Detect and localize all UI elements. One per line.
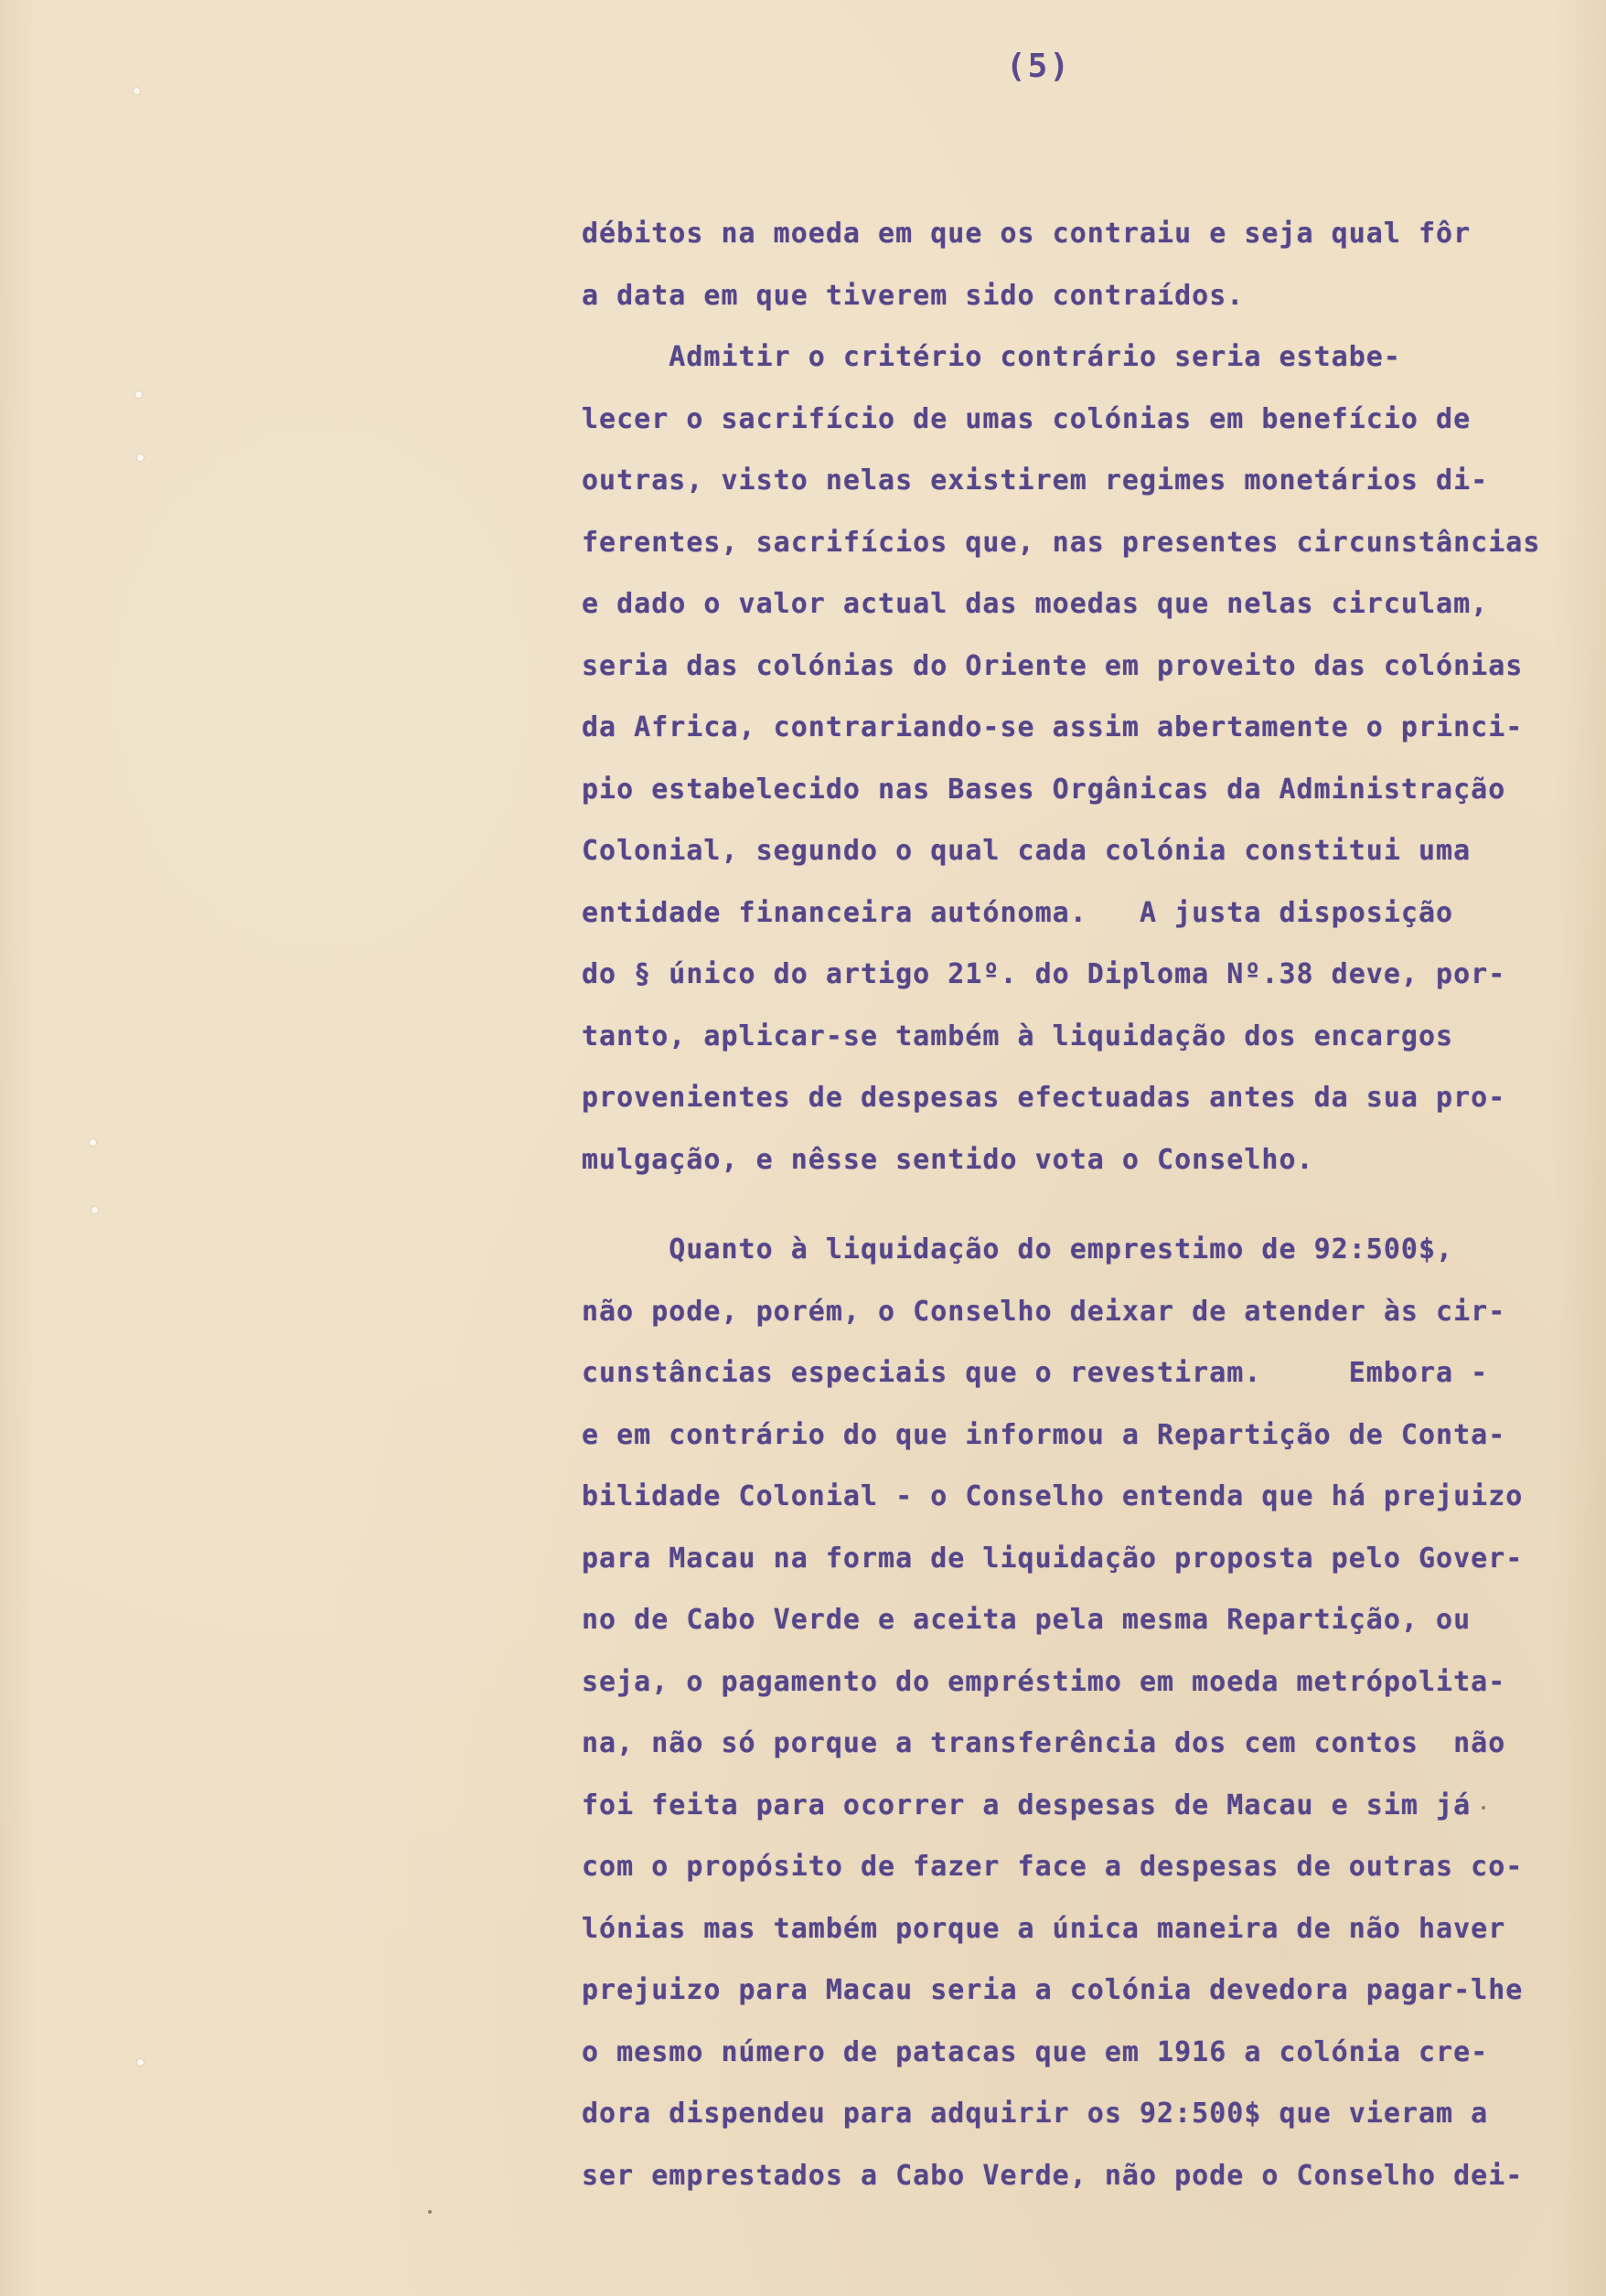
text-line: a data em que tiverem sido contraídos. [582,279,1245,312]
text-line: tanto, aplicar-se também à liquidação dos encargos [582,1020,1454,1052]
text-line: e dado o valor actual das moedas que nelas circulam, [582,588,1489,620]
text-line: com o propósito de fazer face a despesas de outras co- [582,1851,1524,1883]
text-line: o mesmo número de patacas que em 1916 a colónia cre- [582,2035,1489,2068]
punch-hole-5 [91,1207,98,1213]
text-line: e em contrário do que informou a Repartição de Conta- [582,1418,1506,1451]
paper-speck [428,2210,432,2214]
punch-hole-3 [137,454,144,461]
text-line: seja, o pagamento do empréstimo em moeda metrópolita- [582,1665,1506,1698]
text-line: prejuizo para Macau seria a colónia devedora pagar-lhe [582,1974,1524,2006]
page-number: (5) [1006,48,1072,85]
text-line: Quanto à liquidação do emprestimo de 92:500$, [582,1233,1454,1265]
text-line: cunstâncias especiais que o revestiram. Embora - [582,1357,1489,1389]
text-line: na, não só porque a transferência dos cem contos não [582,1727,1506,1759]
text-line: ser emprestados a Cabo Verde, não pode o Conselho dei- [582,2159,1524,2192]
text-line: provenientes de despesas efectuadas antes da sua pro- [582,1082,1506,1114]
text-line: dora dispendeu para adquirir os 92:500$ que vieram a [582,2098,1489,2130]
punch-hole-6 [137,2059,144,2066]
text-line: pio estabelecido nas Bases Orgânicas da Administração [582,773,1506,806]
text-line: mulgação, e nêsse sentido vota o Conselho. [582,1143,1314,1176]
text-line: não pode, porém, o Conselho deixar de atender às cir- [582,1295,1506,1328]
text-line: do § único do artigo 21º. do Diploma Nº.38 deve, por- [582,958,1506,990]
text-line: da Africa, contrariando-se assim abertamente o princi- [582,711,1524,743]
text-line: débitos na moeda em que os contraiu e seja qual fôr [582,218,1472,250]
punch-hole-1 [134,88,140,94]
typed-body-text [582,203,1597,2206]
text-line: ferentes, sacrifícios que, nas presentes circunstâncias [582,526,1541,559]
text-line: seria das colónias do Oriente em proveito das colónias [582,649,1524,682]
text-line: entidade financeira autónoma. A justa disposição [582,896,1454,929]
text-line: lecer o sacrifício de umas colónias em benefício de [582,402,1472,435]
text-line: lónias mas também porque a única maneira de não haver [582,1912,1506,1945]
punch-hole-2 [135,391,142,398]
text-line: Colonial, segundo o qual cada colónia constitui uma [582,835,1472,867]
text-line: Admitir o critério contrário seria estabe- [582,341,1401,373]
text-line: foi feita para ocorrer a despesas de Macau e sim já [582,1789,1472,1821]
punch-hole-4 [90,1139,96,1146]
text-line: para Macau na forma de liquidação proposta pelo Gover- [582,1542,1524,1575]
text-line: outras, visto nelas existirem regimes monetários di- [582,465,1489,497]
text-line: no de Cabo Verde e aceita pela mesma Repartição, ou [582,1604,1472,1636]
text-line: bilidade Colonial - o Conselho entenda que há prejuizo [582,1480,1524,1512]
